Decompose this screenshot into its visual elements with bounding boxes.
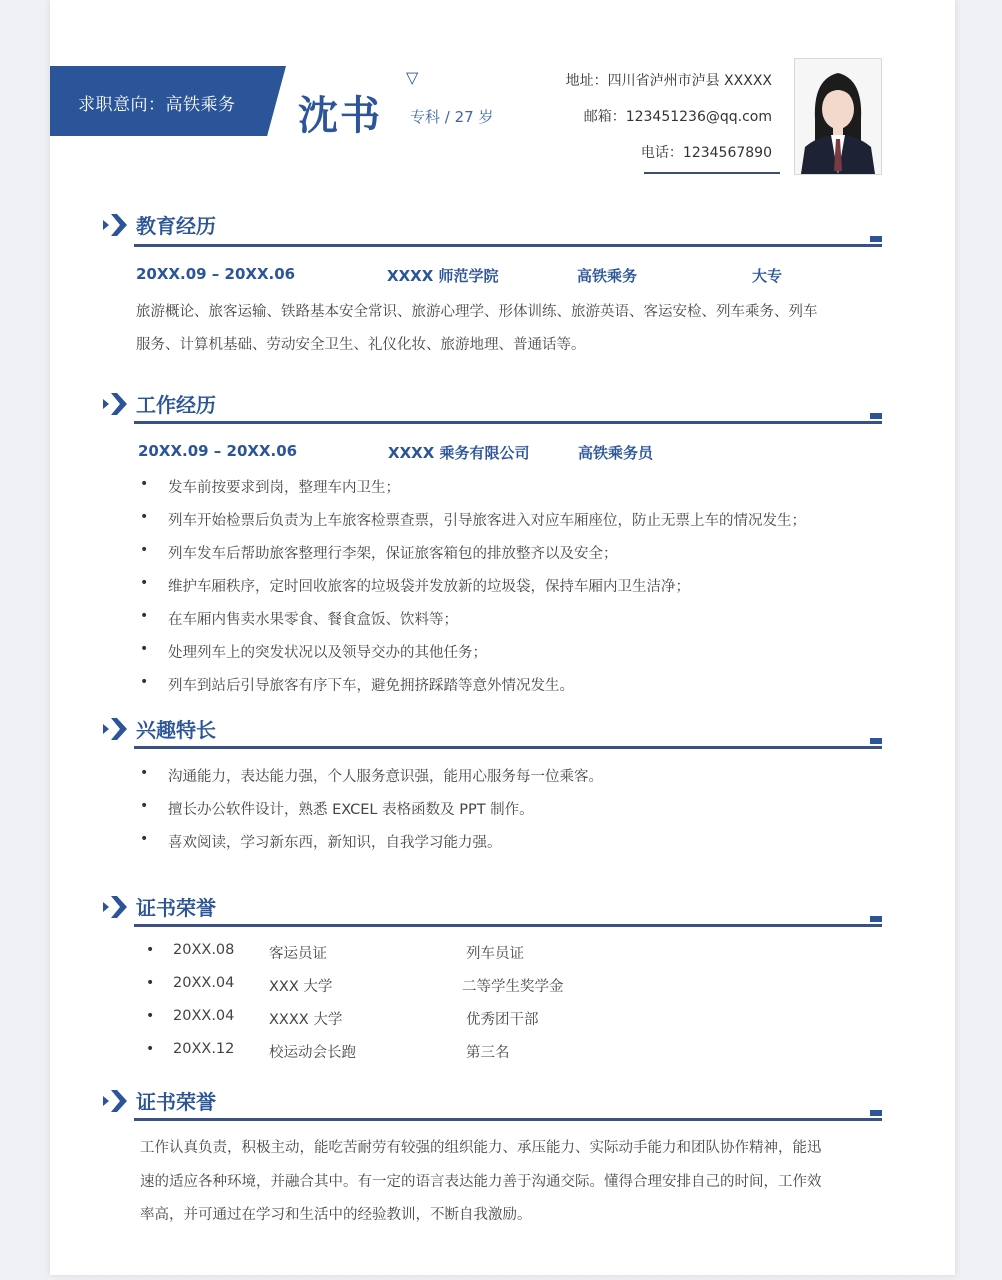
cert-org: 客运员证	[269, 946, 327, 962]
work-period: 20XX.09 – 20XX.06	[138, 442, 298, 460]
cert-date: 20XX.04	[173, 1008, 235, 1024]
triangle-down-icon: ▽	[406, 68, 419, 87]
candidate-name: 沈书	[298, 93, 382, 139]
section-marker	[870, 236, 882, 242]
section-divider	[134, 1118, 882, 1121]
section-title: 证书荣誉	[136, 896, 216, 920]
chevron-right-icon	[102, 212, 130, 238]
cert-date: 20XX.08	[173, 942, 235, 958]
section-title: 工作经历	[136, 393, 216, 417]
edu-major: 高铁乘务	[577, 267, 638, 285]
section-title: 兴趣特长	[136, 718, 216, 742]
chevron-right-icon	[102, 894, 130, 920]
contact-underline	[644, 172, 780, 174]
cert-org: XXX 大学	[269, 979, 333, 995]
section-marker	[870, 413, 882, 419]
section-title: 证书荣誉	[136, 1090, 216, 1114]
self-eval-line: 率高，并可通过在学习和生活中的经验教训，不断自我激励。	[140, 1207, 532, 1223]
cert-award: 列车员证	[466, 946, 524, 962]
cert-date: 20XX.04	[173, 975, 235, 991]
chevron-right-icon	[102, 716, 130, 742]
edu-school: XXXX 师范学院	[387, 267, 499, 285]
cert-org: XXXX 大学	[269, 1012, 343, 1028]
email: 邮箱：123451236@qq.com	[583, 109, 772, 125]
self-eval-line: 速的适应各种环境，并融合其中。有一定的语言表达能力善于沟通交际。懂得合理安排自己的时间，工作效	[140, 1174, 822, 1190]
self-eval-line: 工作认真负责，积极主动，能吃苦耐劳有较强的组织能力、承压能力、实际动手能力和团队协作精神，能迅	[140, 1140, 822, 1156]
profile-photo	[794, 58, 882, 175]
cert-date: 20XX.12	[173, 1041, 235, 1057]
edu-courses-line: 服务、计算机基础、劳动安全卫生、礼仪化妆、旅游地理、普通话等。	[136, 337, 586, 353]
section-title: 教育经历	[136, 214, 216, 238]
section-divider	[134, 746, 882, 749]
address: 地址：四川省泸州市泸县 XXXXX	[565, 73, 772, 89]
section-marker	[870, 1110, 882, 1116]
chevron-right-icon	[102, 391, 130, 417]
section-marker	[870, 916, 882, 922]
edu-courses-line: 旅游概论、旅客运输、铁路基本安全常识、旅游心理学、形体训练、旅游英语、客运安检、列车乘务、列车	[136, 304, 818, 320]
section-marker	[870, 738, 882, 744]
phone: 电话：1234567890	[640, 145, 772, 161]
work-position: 高铁乘务员	[578, 444, 654, 462]
education-age: 专科 / 27 岁	[410, 108, 494, 126]
cert-award: 第三名	[466, 1045, 510, 1061]
cert-org: 校运动会长跑	[269, 1045, 356, 1061]
section-divider	[134, 421, 882, 424]
work-company: XXXX 乘务有限公司	[388, 444, 530, 462]
edu-degree: 大专	[752, 267, 783, 285]
edu-period: 20XX.09 – 20XX.06	[136, 265, 296, 283]
chevron-right-icon	[102, 1088, 130, 1114]
cert-award: 优秀团干部	[466, 1012, 539, 1028]
job-intent-text: 求职意向：高铁乘务	[78, 95, 236, 115]
resume-page: 求职意向：高铁乘务 沈书 ▽ 专科 / 27 岁 地址：四川省泸州市泸县 XXXXX 邮箱：123451236@qq.com 电话：1234567890 教育经历 20XX.09 – 20XX.06 XXXX 师范学院 高铁乘务 大专 旅游概论、旅客运输、铁路基本安全常识、旅游心理学、形体训练、旅游英语、客运安检、列车乘务、列车 服务、计算机基础、劳动安全卫生、礼仪化妆、旅游地理、普通话等。 工作经历 20XX.09 – 20XX.06 XXXX 乘务有限公司 高铁乘务员 • 发车前按要求到岗，整理车内卫生； • 列车开始检票后负责为上车旅客检票查票，引导旅客进入对应车厢座位，防止无票上车的情况发生； • 列车发车后帮助旅客整理行李架，保证旅客箱包的排放整齐以及安全； • 维护车厢秩序，定时回收旅客的垃圾袋并发放新的垃圾袋，保持车厢内卫生洁净； • 在车厢内售卖水果零食、餐食盒饭、饮料等； • 处理列车上的突发状况以及领导交办的其他任务； • 列车到站后引导旅客有序下车，避免拥挤踩踏等意外情况发生。 兴趣特长 • 沟通能力，表达能力强，个人服务意识强，能用心服务每一位乘客。 • 擅长办公软件设计，熟悉 EXCEL 表格函数及 PPT 制作。 • 喜欢阅读，学习新东西，新知识，自我学习能力强。 证书荣誉 • 20XX.08 客运员证 列车员证 • 20XX.04 XXX 大学 二等学生奖学金 • 20XX.04 XXXX 大学 优秀团干部 • 20XX.12 校运动会长跑 第三名 证书荣誉 工作认真负责，积极主动，能吃苦耐劳有较强的组织能力、承压能力、实际动手能力和团队协作精神，能迅 速的适应各种环境，并融合其中。有一定的语言表达能力善于沟通交际。懂得合理安排自己的时间，工作效 率高，并可通过在学习和生活中的经验教训，不断自我激励。	[50, 0, 955, 1275]
cert-award: 二等学生奖学金	[462, 979, 564, 995]
section-divider	[134, 924, 882, 927]
portrait-icon	[795, 59, 881, 174]
section-divider	[134, 244, 882, 247]
